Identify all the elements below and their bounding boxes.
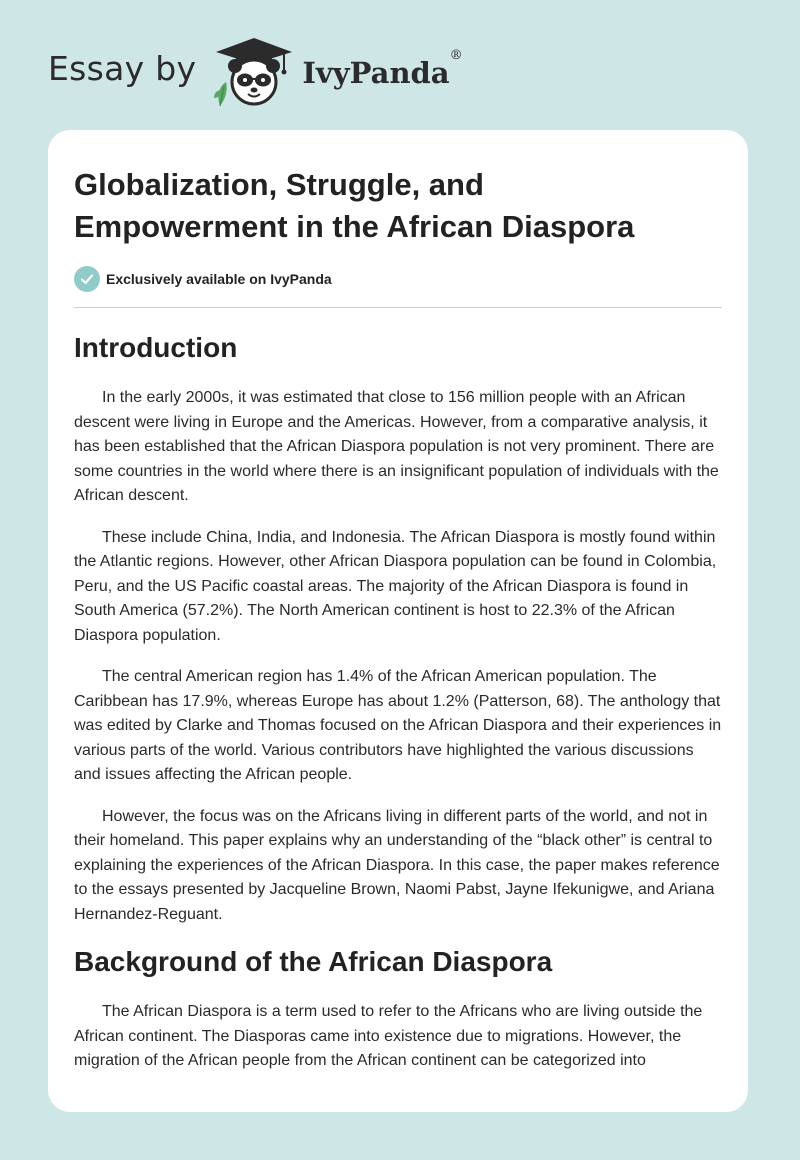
paragraph: The African Diaspora is a term used to refer to the Africans who are living outside the African continent. The Diasporas came into existence due to migrations. However, the migration of the African people from the African continent can be categorized into bbox=[74, 1003, 703, 1069]
brand-name[interactable]: IvyPanda® bbox=[302, 48, 463, 90]
section-heading-introduction: Introduction bbox=[74, 332, 238, 363]
panda-logo-icon[interactable] bbox=[210, 36, 298, 108]
site-header bbox=[48, 36, 463, 108]
exclusive-badge bbox=[74, 266, 722, 292]
paragraph: In the early 2000s, it was estimated that close to 156 million people with an African descent were living in Europe and the Americas. However, from a comparative analysis, it has been established that the African Diaspora population is not very prominent. There are some countries in the world where there is an insignificant population of individuals with the African descent. bbox=[74, 389, 719, 504]
paragraph: The central American region has 1.4% of the African American population. The Caribbean has 17.9%, whereas Europe has about 1.2% (Patterson, 68). The anthology that was edited by Clarke and Thomas focused on the African Diaspora and their experiences in various parts of the world. Various contributors have highlighted the various discussions and issues affecting the African people. bbox=[74, 668, 722, 783]
divider bbox=[74, 307, 722, 308]
essay-by-label: Essay by bbox=[48, 48, 197, 88]
registered-mark: ® bbox=[449, 48, 463, 64]
section-heading-background: Background of the African Diaspora bbox=[74, 946, 553, 977]
article-title: Globalization, Struggle, and Empowerment in the African Diaspora bbox=[74, 167, 635, 244]
paragraph: However, the focus was on the Africans living in different parts of the world, and not in their homeland. This paper explains why an understanding of the “black other” is central to explaining the experiences of the African Diaspora. In this case, the paper makes reference to the essays presented by Jacqueline Brown, Naomi Pabst, Jayne Ifekunigwe, and Ariana Hernandez-Reguant. bbox=[74, 807, 720, 923]
article-card bbox=[48, 130, 748, 1112]
check-icon bbox=[74, 266, 100, 292]
paragraph: These include China, India, and Indonesia. The African Diaspora is mostly found within the Atlantic regions. However, other African Diaspora population can be found in Colombia, Peru, and the US Pacific coastal areas. The majority of the African Diaspora is found in South America (57.2%). The North American continent is host to 22.3% of the African Diaspora population. bbox=[74, 528, 717, 644]
exclusive-label: Exclusively available on IvyPanda bbox=[106, 271, 332, 287]
